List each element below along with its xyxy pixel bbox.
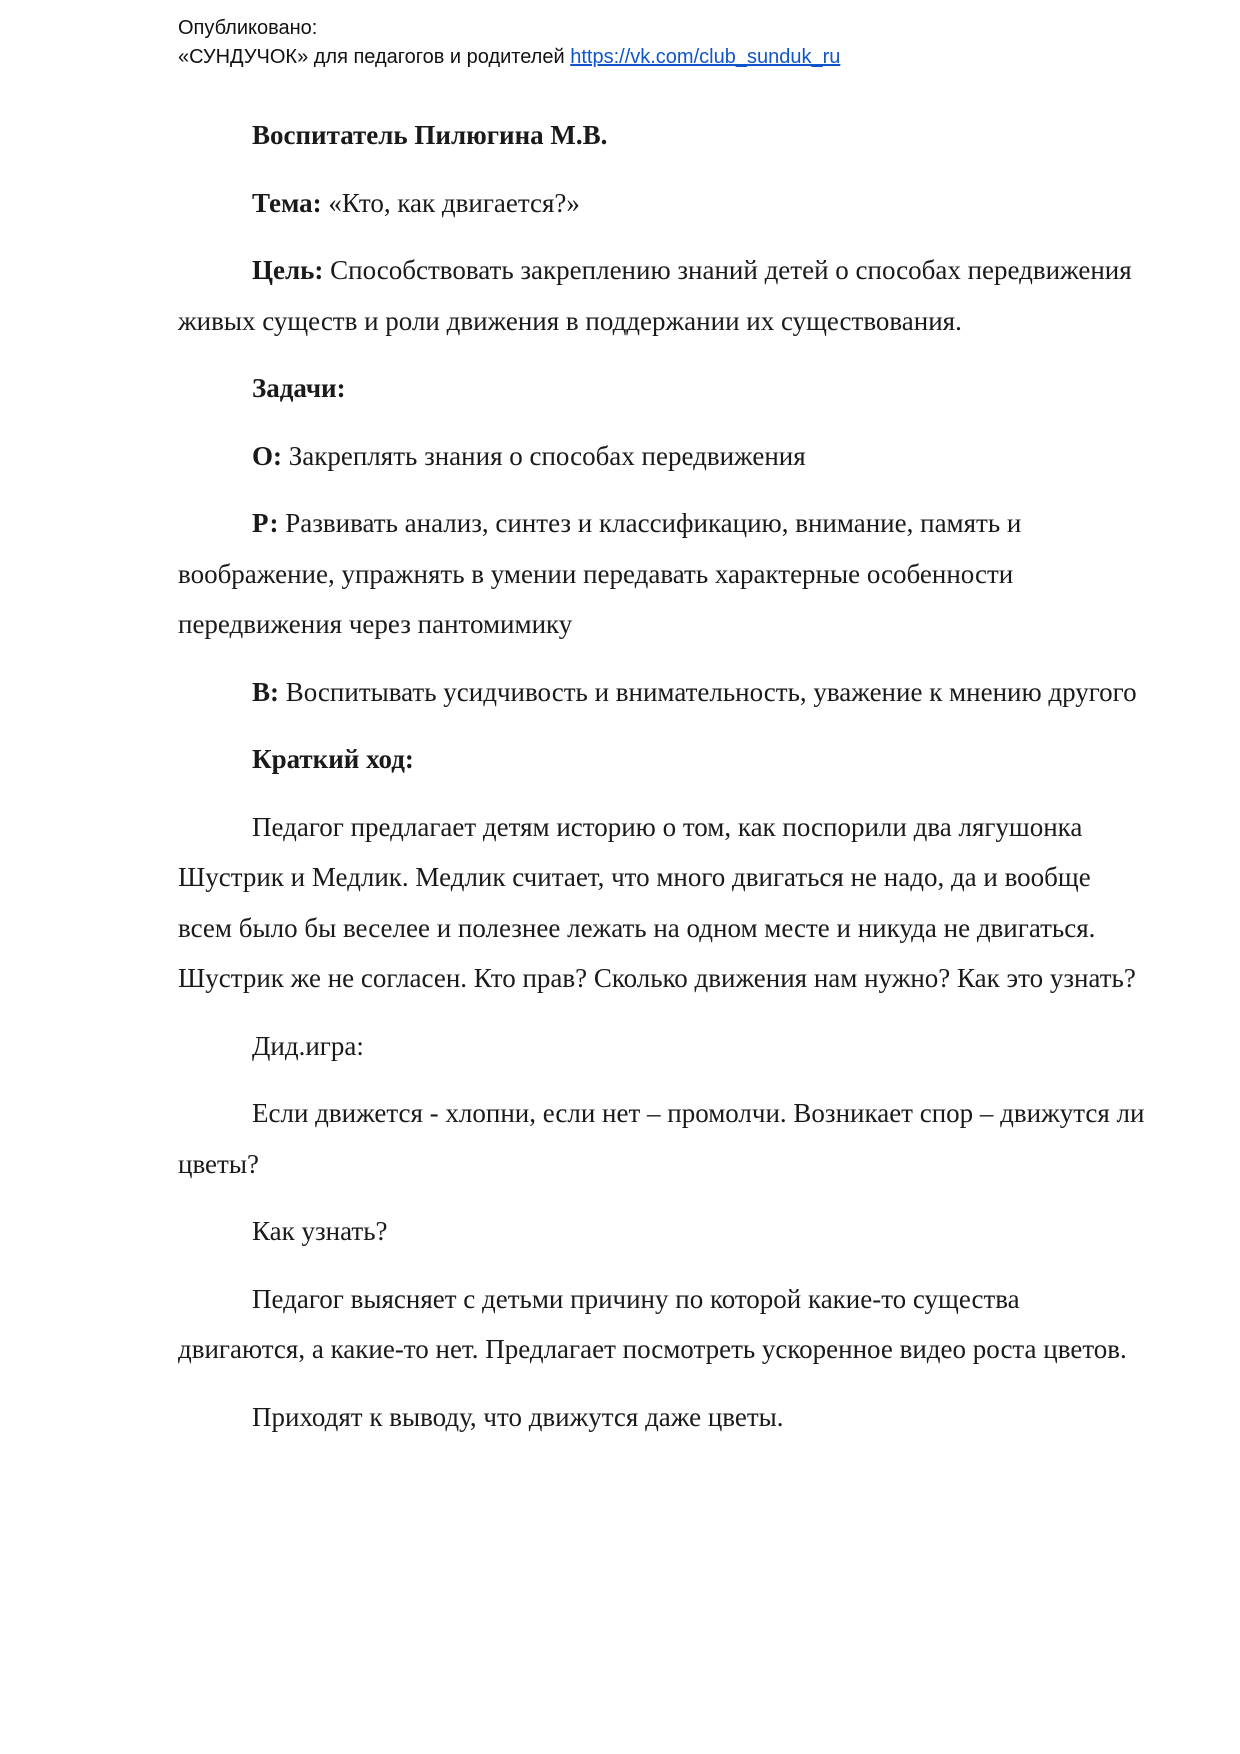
publisher-link[interactable]: https://vk.com/club_sunduk_ru bbox=[570, 46, 841, 68]
question-paragraph: Как узнать? bbox=[252, 1216, 388, 1246]
author-line bbox=[178, 110, 1148, 161]
conclusion-paragraph: Приходят к выводу, что движутся даже цветы. bbox=[252, 1401, 784, 1432]
task-label: Р: bbox=[252, 508, 279, 538]
publication-header bbox=[178, 14, 840, 72]
author-title: Воспитатель Пилюгина М.В. bbox=[252, 120, 608, 150]
topic-label: Тема: bbox=[252, 187, 322, 218]
task-upbringing bbox=[178, 667, 1148, 718]
tasks-heading-paragraph bbox=[178, 363, 1148, 414]
goal-paragraph bbox=[178, 245, 1148, 346]
topic-paragraph bbox=[178, 178, 1148, 229]
task-text: Закреплять знания о способах передвижения bbox=[282, 440, 806, 471]
game-rules-paragraph: Если движется - хлопни, если нет – промолчи. Возникает спор – движутся ли цветы? bbox=[178, 1098, 1145, 1179]
goal-label: Цель: bbox=[252, 255, 324, 285]
course-heading-paragraph bbox=[178, 734, 1148, 785]
task-educational bbox=[178, 431, 1148, 482]
goal-text: Способствовать закреплению знаний детей о способах передвижения живых существ и роли движения в поддержании их существования. bbox=[178, 255, 1132, 336]
explanation-paragraph: Педагог выясняет с детьми причину по которой какие-то существа двигаются, а какие-то нет. Предлагает посмотреть ускоренное видео роста цветов. bbox=[178, 1283, 1127, 1364]
publisher-name: «СУНДУЧОК» для педагогов и родителей bbox=[178, 46, 571, 68]
task-text: Воспитывать усидчивость и внимательность, уважение к мнению другого bbox=[279, 676, 1137, 707]
task-label: О: bbox=[252, 440, 282, 471]
course-heading: Краткий ход: bbox=[252, 744, 414, 774]
tasks-heading: Задачи: bbox=[252, 373, 346, 403]
task-developmental bbox=[178, 498, 1148, 650]
topic-text: «Кто, как двигается?» bbox=[321, 187, 580, 218]
game-paragraph: Дид.игра: bbox=[252, 1030, 364, 1061]
published-label: Опубликовано: bbox=[178, 17, 318, 39]
publisher-line bbox=[178, 43, 840, 72]
task-text: Развивать анализ, синтез и классификацию, внимание, память и воображение, упражнять в умении передавать характерные особенности передвижения через пантомимику bbox=[178, 508, 1022, 639]
story-paragraph: Педагог предлагает детям историю о том, как поспорили два лягушонка Шустрик и Медлик. Медлик считает, что много двигаться не надо, да и вообще всем было бы веселее и полезнее лежать на одном месте и никуда не двигаться. Шустрик же не согласен. Кто прав? Сколько движения нам нужно? Как это узнать? bbox=[178, 811, 1136, 993]
task-label: В: bbox=[252, 676, 279, 707]
document-body bbox=[178, 110, 1148, 1459]
